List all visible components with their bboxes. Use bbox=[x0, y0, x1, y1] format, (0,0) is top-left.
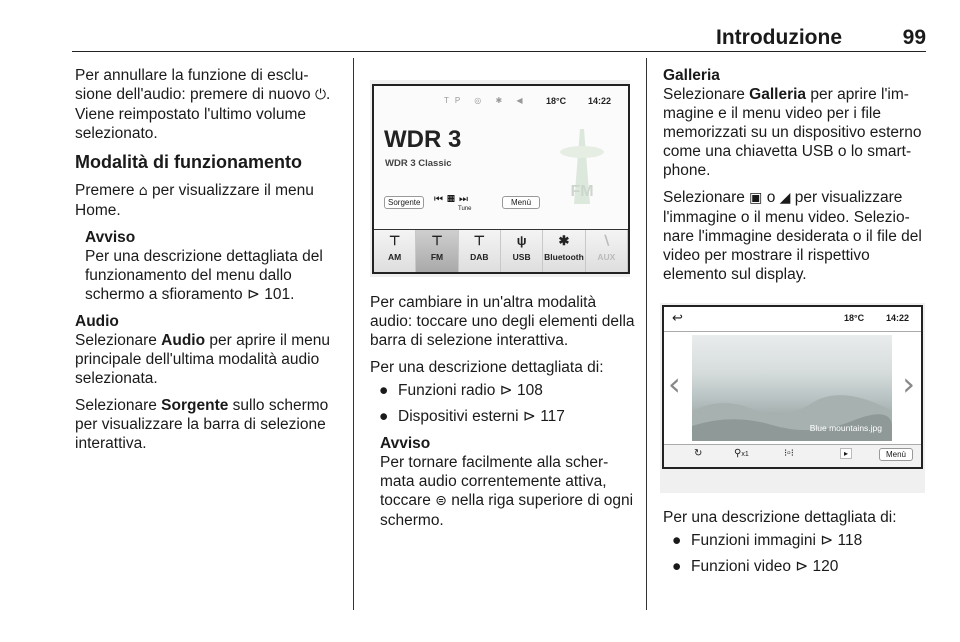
heading-gallery: Galleria bbox=[663, 67, 720, 84]
image-icon: ▣ bbox=[749, 190, 763, 206]
tab-bluetooth[interactable]: ✱ Bluetooth bbox=[543, 230, 585, 272]
station-name: WDR 3 bbox=[384, 126, 462, 153]
bluetooth-icon: ✱ bbox=[558, 233, 570, 248]
column-divider-2 bbox=[646, 58, 647, 610]
left-column bbox=[75, 66, 343, 461]
status-icons: TP ◎ ✱ ◀ bbox=[444, 96, 529, 105]
antenna-icon: ⊤ bbox=[431, 233, 443, 248]
select-media-paragraph: Selezionare ▣ o ◢ per visualizzare l'immagine o il menu video. Selezio-nare l'immagine desiderata o il file del video per mostrare il rispettivo elemento sul display. bbox=[663, 189, 922, 283]
program-name: WDR 3 Classic bbox=[385, 158, 452, 169]
power-icon: ⏻ bbox=[314, 87, 327, 103]
gallery-top-bar bbox=[664, 307, 921, 332]
right-column-bottom bbox=[663, 508, 925, 584]
audio-shortcut-icon: ⊜ bbox=[435, 493, 447, 509]
source-button[interactable]: Sorgente bbox=[384, 196, 424, 209]
page-reference: ⊳ 108 bbox=[499, 382, 543, 399]
play-icon[interactable]: ▸ bbox=[840, 448, 852, 459]
gallery-screen-illustration bbox=[660, 303, 925, 493]
list-item: ● Funzioni radio ⊳ 108 bbox=[379, 382, 543, 399]
page-reference: ⊳ 118 bbox=[820, 532, 863, 549]
next-icon[interactable]: ⏭ bbox=[459, 194, 472, 205]
reference-list bbox=[663, 531, 925, 576]
previous-icon[interactable]: ⏮ bbox=[434, 194, 447, 205]
page-header bbox=[72, 26, 926, 50]
video-icon: ◢ bbox=[779, 190, 791, 206]
column-divider-1 bbox=[353, 58, 354, 610]
list-item: ● Funzioni video ⊳ 120 bbox=[672, 558, 839, 575]
tab-fm[interactable]: ⊤ FM bbox=[416, 230, 458, 272]
back-icon[interactable]: ↩ bbox=[672, 310, 683, 325]
note-title: Avviso bbox=[380, 435, 431, 452]
tab-dab[interactable]: ⊤ DAB bbox=[459, 230, 501, 272]
antenna-icon: ⊤ bbox=[473, 233, 485, 248]
detail-paragraph: Per una descrizione dettagliata di: bbox=[370, 359, 604, 376]
temperature-readout: 18°C bbox=[546, 96, 567, 106]
change-mode-paragraph: Per cambiare in un'altra modalità audio: toccare uno degli elementi della barra di selezione interattiva. bbox=[370, 294, 635, 349]
heading-audio: Audio bbox=[75, 313, 119, 330]
fit-icon[interactable]: ⁝▫⁝ bbox=[784, 448, 794, 459]
chevron-right-icon[interactable]: › bbox=[902, 365, 915, 403]
note-touchscreen: Avviso Per una descrizione dettagliata del funzionamento del menu dallo schermo a sfioramento ⊳ 101. bbox=[85, 228, 343, 304]
home-icon: ⌂ bbox=[138, 183, 148, 199]
note-audio-return: Avviso Per tornare facilmente alla scher-mata audio correntemente attiva, toccare ⊜ nella riga superiore di ogni schermo. bbox=[380, 435, 634, 529]
mute-paragraph: Per annullare la funzione di esclu-sione dell'audio: premere di nuovo ⏻. Viene reimpostato l'ultimo volume selezionato. bbox=[75, 67, 331, 142]
tune-icon[interactable]: ▦ bbox=[447, 194, 459, 205]
fm-tower-logo bbox=[546, 124, 618, 214]
usb-icon: ψ bbox=[516, 233, 527, 248]
temperature-readout: 18°C bbox=[844, 313, 865, 323]
list-item: ● Funzioni immagini ⊳ 118 bbox=[672, 532, 863, 549]
gallery-image bbox=[692, 335, 892, 441]
home-paragraph: Premere ⌂ per visualizzare il menu Home. bbox=[75, 182, 314, 219]
image-filename: Blue mountains.jpg bbox=[809, 423, 882, 433]
page-reference: ⊳ 117 bbox=[522, 408, 565, 425]
right-column bbox=[663, 66, 925, 292]
note-title: Avviso bbox=[85, 229, 136, 246]
page-reference: ⊳ 101. bbox=[246, 286, 295, 303]
clock-readout: 14:22 bbox=[588, 96, 612, 106]
rotate-icon[interactable]: ↻ bbox=[694, 448, 703, 459]
menu-button[interactable]: Menù bbox=[879, 448, 913, 461]
list-item: ● Dispositivi esterni ⊳ 117 bbox=[379, 408, 565, 425]
gallery-paragraph: Selezionare Galleria per aprire l'im-magine e il menu video per i file memorizzati su un dispositivo esterno come una chiavetta USB o lo smart-phone. bbox=[663, 86, 922, 179]
header-title: Introduzione bbox=[716, 26, 842, 49]
page-reference: ⊳ 120 bbox=[795, 558, 839, 575]
tab-usb[interactable]: ψ USB bbox=[501, 230, 543, 272]
tune-label: Tune bbox=[458, 206, 472, 212]
header-rule bbox=[72, 51, 926, 52]
zoom-icon[interactable]: ⚲ x1 bbox=[734, 448, 749, 459]
page-number: 99 bbox=[902, 26, 926, 49]
heading-modes: Modalità di funzionamento bbox=[75, 152, 302, 172]
audio-screen bbox=[372, 84, 630, 274]
tab-aux[interactable]: ∖ AUX bbox=[586, 230, 628, 272]
interactive-selector-bar bbox=[374, 229, 628, 272]
audio-paragraph: Selezionare Audio per aprire il menu principale dell'ultima modalità audio selezionata. bbox=[75, 332, 330, 387]
tab-am[interactable]: ⊤ AM bbox=[374, 230, 416, 272]
audio-screen-illustration bbox=[370, 80, 630, 277]
aux-icon: ∖ bbox=[602, 233, 611, 248]
clock-readout: 14:22 bbox=[886, 313, 910, 323]
detail-paragraph: Per una descrizione dettagliata di: bbox=[663, 509, 897, 526]
gallery-screen bbox=[662, 305, 923, 469]
zoom-level: x1 bbox=[741, 451, 749, 458]
antenna-icon: ⊤ bbox=[389, 233, 401, 248]
gallery-bottom-bar bbox=[664, 444, 921, 467]
playback-controls bbox=[434, 194, 472, 205]
chevron-left-icon[interactable]: ‹ bbox=[668, 365, 681, 403]
middle-column bbox=[370, 293, 635, 538]
reference-list bbox=[370, 381, 635, 426]
menu-button[interactable]: Menù bbox=[502, 196, 540, 209]
source-paragraph: Selezionare Sorgente sullo schermo per visualizzare la barra di selezione interattiva. bbox=[75, 397, 329, 452]
logo-text: FM bbox=[570, 183, 594, 200]
